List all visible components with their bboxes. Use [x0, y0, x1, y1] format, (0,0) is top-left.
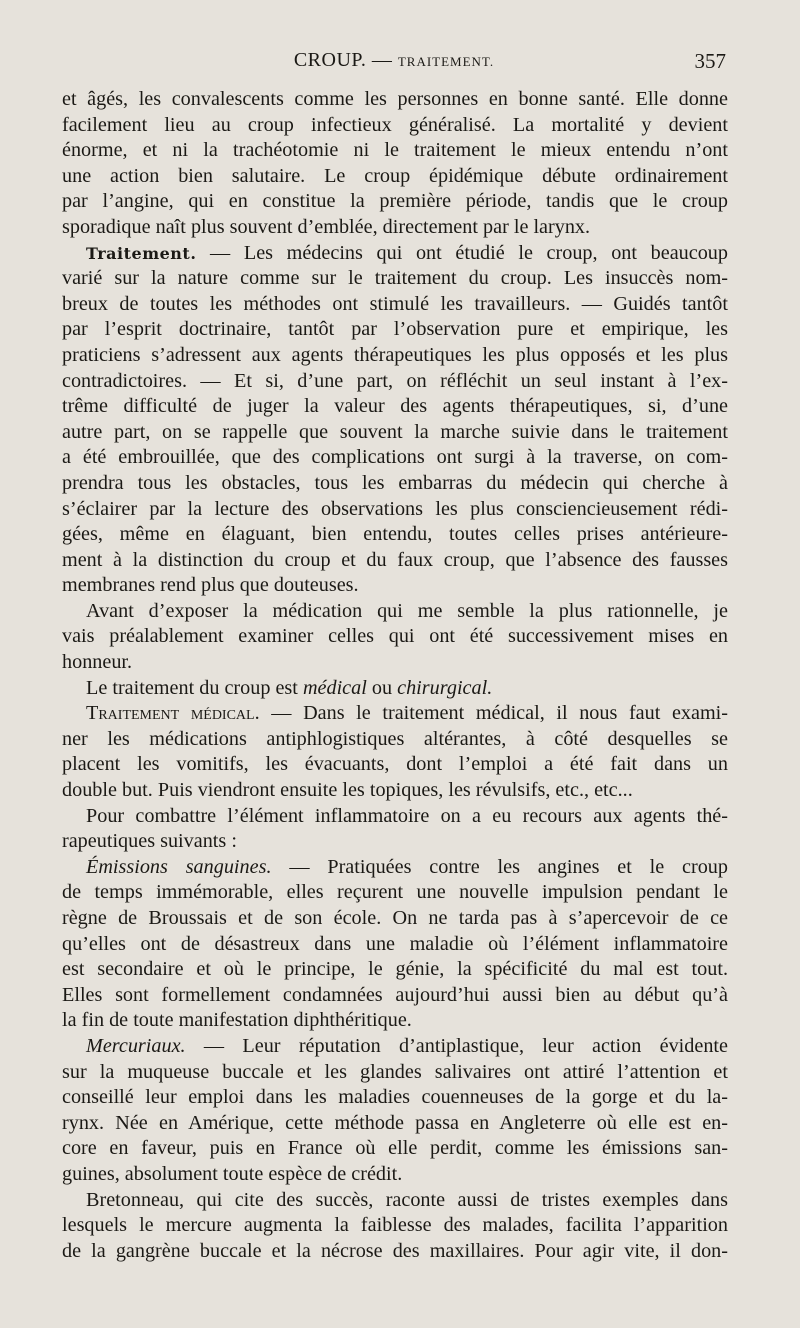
- text-run: — Leur réputation d’antiplastique, leur action évidente: [185, 1034, 728, 1057]
- text-line: lesquels le mercure augmenta la faiblesse des malades, facilita l’apparition: [62, 1214, 728, 1237]
- text-line: une action bien salutaire. Le croup épidémique débute ordinairement: [62, 164, 728, 187]
- section-emissions-line: [62, 855, 728, 881]
- text-line: gées, même en élaguant, bien entendu, toutes celles prises antérieure-: [62, 523, 728, 546]
- text-line: Bretonneau, qui cite des succès, raconte aussi de tristes exemples dans: [86, 1188, 728, 1211]
- text-line: de temps immémorable, elles reçurent une nouvelle impulsion pendant le: [62, 881, 728, 904]
- text-line: par l’esprit doctrinaire, tantôt par l’observation pure et empirique, les: [62, 318, 728, 341]
- text-line: règne de Broussais et de son école. On ne tarda pas à s’apercevoir de ce: [62, 907, 728, 929]
- text-line: énorme, et ni la trachéotomie ni le traitement le mieux entendu n’ont: [62, 139, 728, 162]
- text-line: guines, absolument toute espèce de crédit.: [62, 1162, 403, 1185]
- section-heading-emissions-sanguines: Émissions sanguines.: [86, 855, 272, 878]
- text-run: Le traitement du croup est: [86, 676, 303, 699]
- text-line: ment à la distinction du croup et du faux croup, que l’absence des fausses: [62, 548, 728, 571]
- text-line: s’éclairer par la lecture des observations les plus consciencieusement rédi-: [62, 497, 728, 520]
- section-heading-mercuriaux: Mercuriaux.: [86, 1034, 186, 1057]
- text-line: sur la muqueuse buccale et les glandes salivaires ont attiré l’attention et: [62, 1060, 728, 1083]
- text-run: — Les médecins qui ont étudié le croup, ont beaucoup: [196, 241, 728, 264]
- text-run: — Dans le traitement médical, il nous faut exami-: [259, 702, 729, 725]
- italic-term-medical: médical: [302, 676, 367, 699]
- text-line: praticiens s’adressent aux agents thérapeutiques les plus opposés et les plus: [62, 343, 728, 366]
- section-mercuriaux-line: [62, 1034, 728, 1060]
- header-title-main: CROUP.: [293, 49, 367, 71]
- text-line: [62, 676, 728, 702]
- text-line: autre part, on se rappelle que souvent la marche suivie dans le traitement: [62, 420, 728, 443]
- header-title-separator: —: [366, 49, 398, 71]
- page-number: 357: [694, 49, 726, 73]
- text-line: de la gangrène buccale et la nécrose des maxillaires. Pour agir vite, il don-: [62, 1239, 728, 1262]
- text-run: ou: [366, 676, 398, 699]
- text-run: — Pratiquées contre les angines et le croup: [271, 855, 728, 878]
- text-line: placent les vomitifs, les évacuants, dont l’emploi a été fait dans un: [62, 753, 728, 776]
- text-line: breux de toutes les méthodes ont stimulé les travailleurs. — Guidés tantôt: [62, 292, 728, 315]
- text-line: qu’elles ont de désastreux dans une maladie où l’élément inflammatoire: [62, 932, 728, 955]
- section-traitement-medical-line: [62, 701, 728, 727]
- text-line: rapeutiques suivants :: [62, 830, 237, 853]
- text-line: prendra tous les obstacles, tous les embarras du médecin qui cherche à: [62, 471, 728, 494]
- text-line: trême difficulté de juger la valeur des agents thérapeutiques, si, d’une: [62, 395, 728, 418]
- text-line: core en faveur, puis en France où elle perdit, comme les émissions san-: [62, 1137, 728, 1160]
- running-title: [62, 49, 726, 72]
- section-heading-traitement: Traitement.: [86, 243, 197, 263]
- text-line: sporadique naît plus souvent d’emblée, directement par le larynx.: [62, 215, 591, 238]
- text-line: et âgés, les convalescents comme les personnes en bonne santé. Elle donne: [62, 88, 728, 110]
- italic-term-chirurgical: chirurgical.: [397, 676, 493, 699]
- text-line: contradictoires. — Et si, d’une part, on réfléchit un seul instant à l’ex-: [62, 369, 728, 392]
- text-line: vais préalablement examiner celles qui ont été successivement mises en: [62, 625, 728, 648]
- text-line: rynx. Née en Amérique, cette méthode passa en Angleterre où elle est en-: [62, 1111, 728, 1134]
- text-line: membranes rend plus que douteuses.: [62, 574, 359, 597]
- text-line: ner les médications antiphlogistiques altérantes, à côté desquelles se: [62, 727, 728, 750]
- text-line: Elles sont formellement condamnées aujourd’hui aussi bien au début qu’à: [62, 983, 728, 1006]
- text-line: a été embrouillée, que des complications ont surgi à la traverse, on com-: [62, 446, 728, 469]
- text-line: double but. Puis viendront ensuite les topiques, les révulsifs, etc., etc...: [62, 779, 633, 802]
- text-line: honneur.: [62, 651, 133, 674]
- text-line: Pour combattre l’élément inflammatoire on a eu recours aux agents thé-: [86, 804, 728, 827]
- section-heading-traitement-medical: Traitement médical.: [86, 702, 260, 725]
- text-line: la fin de toute manifestation diphthéritique.: [62, 1009, 412, 1032]
- text-line: conseillé leur emploi dans les maladies couenneuses de la gorge et du la-: [62, 1086, 728, 1109]
- text-line: par l’angine, qui en constitue la première période, tandis que le croup: [62, 190, 728, 213]
- text-line: est secondaire et où le principe, le génie, la spécificité du mal est tout.: [62, 958, 728, 981]
- section-traitement-line: [62, 241, 728, 267]
- running-header: [62, 46, 726, 74]
- text-line: Avant d’exposer la médication qui me semble la plus rationnelle, je: [86, 599, 728, 622]
- page-body: [62, 87, 728, 1264]
- header-title-sub: TRAITEMENT.: [397, 54, 495, 69]
- text-line: varié sur la nature comme sur le traitement du croup. Les insuccès nom-: [62, 267, 728, 290]
- text-line: facilement lieu au croup infectieux généralisé. La mortalité y devient: [62, 113, 728, 136]
